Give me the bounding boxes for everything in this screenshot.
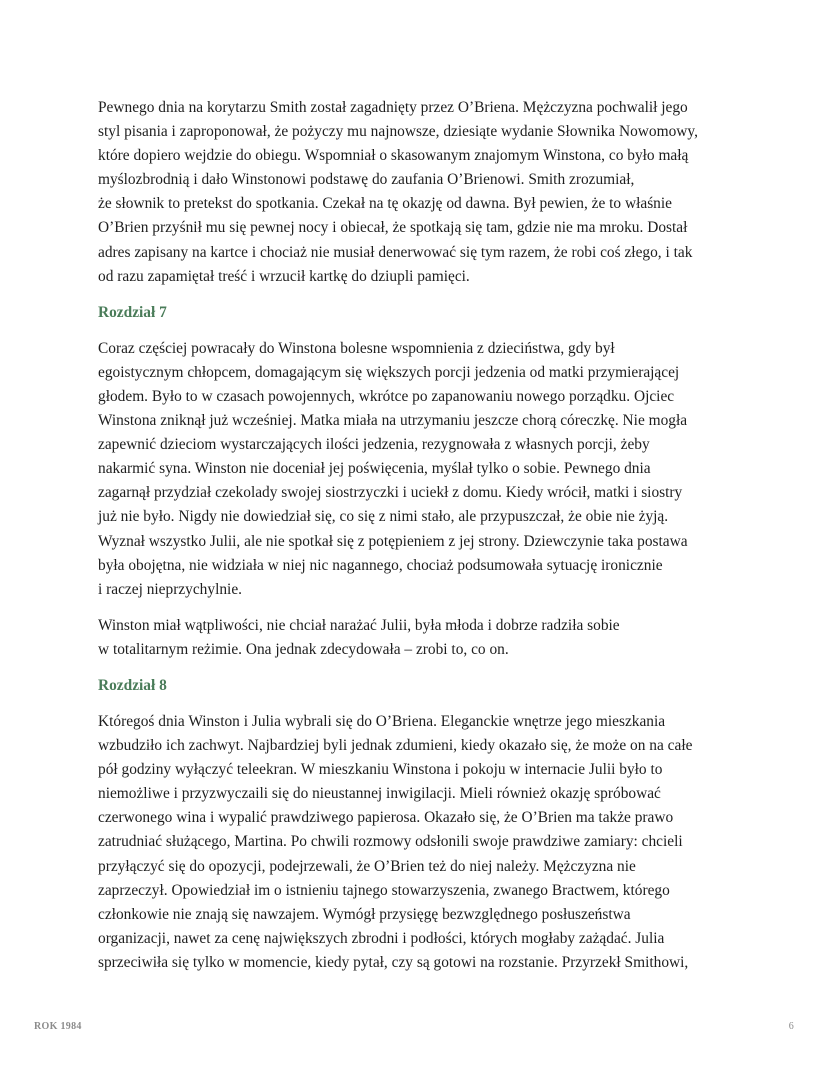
footer-book-title: ROK 1984 [34,1021,82,1032]
text-line: Winstona zniknął już wcześniej. Matka miała na utrzymaniu jeszcze chorą córeczkę. Nie mogła [98,412,688,430]
text-line: głodem. Było to w czasach powojennych, wkrótce po zapanowaniu nowego porządku. Ojciec [98,387,675,405]
text-line: zaprzeczył. Opowiedział im o istnieniu tajnego stowarzyszenia, zwanego Bractwem, którego [98,881,670,899]
text-line: wzbudziło ich zachwyt. Najbardziej byli jednak zdumieni, kiedy okazało się, że może on na całe [98,737,693,755]
text-line: adres zapisany na kartce i chociaż nie musiał denerwować się tym razem, że robi coś złego, i tak [98,243,693,261]
text-line: pół godziny wyłączyć teleekran. W mieszkaniu Winstona i pokoju w internacie Julii było to [98,761,663,779]
text-line: Któregoś dnia Winston i Julia wybrali się do O’Briena. Eleganckie wnętrze jego mieszkania [98,712,666,730]
text-line: nakarmić syna. Winston nie doceniał jej poświęcenia, myślał tylko o sobie. Pewnego dnia [98,460,651,478]
text-line: w totalitarnym reżimie. Ona jednak zdecydowała – zrobi to, co on. [98,640,509,658]
text-line: zapewnić dzieciom wystarczających ilości jedzenia, rezygnowała z własnych porcji, żeby [98,436,650,454]
page-content [98,96,738,987]
text-line: organizacji, nawet za cenę największych zbrodni i podłości, których mogłaby zażądać. Julia [98,929,665,947]
paragraph-chapter-8 [98,710,738,975]
text-line: była obojętna, nie widziała w niej nic nagannego, chociaż podsumowała sytuację ironicznie [98,556,663,574]
text-line: które dopiero wejdzie do obiegu. Wspomniał o skasowanym znajomym Winstona, co było małą [98,147,689,165]
text-line: myślozbrodnią i dało Winstonowi podstawę do zaufania O’Brienowi. Smith zrozumiał, [98,171,635,189]
text-line: już nie było. Nigdy nie dowiedział się, co się z nimi stało, ale przypuszczał, że obie nie żyją. [98,508,669,526]
text-line: styl pisania i zaproponował, że pożyczy mu najnowsze, dziesiąte wydanie Słownika Nowomowy, [98,123,698,141]
chapter-8-heading: Rozdział 8 [98,676,167,694]
paragraph-chapter-7-doubts [98,614,738,662]
chapter-7-heading: Rozdział 7 [98,303,167,321]
text-line: że słownik to pretekst do spotkania. Czekał na tę okazję od dawna. Był pewien, że to właśnie [98,195,672,213]
text-line: zagarnął przydział czekolady swojej siostrzyczki i uciekł z domu. Kiedy wrócił, matki i siostry [98,484,683,502]
text-line: O’Brien przyśnił mu się pewnej nocy i obiecał, że spotkają się tam, gdzie nie ma mroku. Dostał [98,219,688,237]
text-line: czerwonego wina i wypalić prawdziwego papierosa. Okazało się, że O’Brien ma także prawo [98,809,674,827]
text-line: członkowie nie znają się nawzajem. Wymógł przysięgę bezwzględnego posłuszeństwa [98,905,631,923]
text-line: zatrudniać służącego, Martina. Po chwili rozmowy odsłonili swoje prawdziwe zamiary: chcieli [98,833,683,851]
paragraph-intro [98,96,738,289]
text-line: przyłączyć się do opozycji, podejrzewali, że O’Brien też do niej należy. Mężczyzna nie [98,857,636,875]
text-line: Winston miał wątpliwości, nie chciał narażać Julii, była młoda i dobrze radziła sobie [98,616,620,634]
text-line: sprzeciwiła się tylko w momencie, kiedy pytał, czy są gotowi na rozstanie. Przyrzekł Smithowi, [98,953,689,971]
text-line: i raczej nieprzychylnie. [98,580,242,598]
text-line: niemożliwe i przyzwyczaili się do nieustannej inwigilacji. Mieli również okazję spróbować [98,785,661,803]
text-line: Coraz częściej powracały do Winstona bolesne wspomnienia z dzieciństwa, gdy był [98,339,615,357]
paragraph-chapter-7-memories [98,337,738,602]
text-line: Pewnego dnia na korytarzu Smith został zagadnięty przez O’Briena. Mężczyzna pochwalił jego [98,99,688,116]
text-line: Wyznał wszystko Julii, ale nie spotkał się z potępieniem z jej strony. Dziewczynie taka postawa [98,532,688,550]
text-line: od razu zapamiętał treść i wrzucił kartkę do dziupli pamięci. [98,267,470,285]
footer-page-number: 6 [788,1021,794,1032]
text-line: egoistycznym chłopcem, domagającym się większych porcji jedzenia od matki przymierającej [98,363,680,381]
